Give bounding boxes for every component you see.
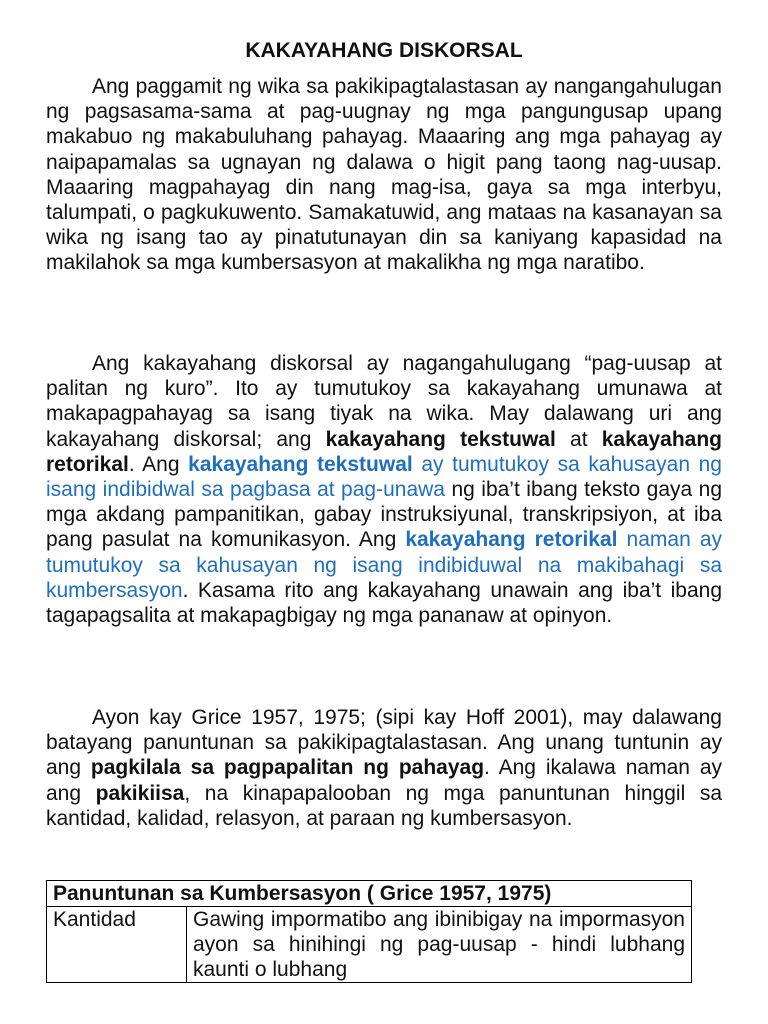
paragraph-2 <box>46 351 722 628</box>
highlight-definition-tekstuwal: ay tumutukoy sa kahusayan ng isang indibidwal sa pagbasa at pag-unawa <box>46 452 722 502</box>
table-row-text: Gawing impormatibo ang ibinibigay na impormasyon ayon sa hinihingi ng pag-uusap - hindi lubhang kaunti o lubhang <box>187 907 692 983</box>
table-header-row <box>47 881 692 907</box>
paragraph-3-text: Ayon kay Grice 1957, 1975; (sipi kay Hoff 2001), may dalawang batayang panuntunan sa pakikipagtalastasan. Ang unang tuntunin ay ang <box>46 706 722 780</box>
term-kakayahang-tekstuwal: kakayahang tekstuwal <box>325 427 556 451</box>
paragraph-1: Ang paggamit ng wika sa pakikipagtalastasan ay nangangahulugan ng pagsasama-sama at pag-uugnay ng mga pangungusap upang makabuo ng makabuluhang pahayag. Maaaring ang mga pahayag ay naipapamalas sa ugnayan ng dalawa o higit pang taong nag-uusap. Maaaring magpahayag din nang mag-isa, gaya sa mga interbyu, talumpati, o pagkukuwento. Samakatuwid, ang mataas na kasanayan sa wika ng isang tao ay pinatutunayan din sa kaniyang kapasidad na makilahok sa mga kumbersasyon at makalikha ng mga naratibo. <box>46 75 722 275</box>
paragraph-2-text: . Ang <box>128 452 189 476</box>
paragraph-2-text: Ang kakayahang diskorsal ay nagangahulugang “pag-uusap at palitan ng kuro”. Ito ay tumutukoy sa kakayahang umunawa at makapagpahayag sa isang tiyak na wika. May dalawang uri ang kakayahang diskorsal; ang <box>46 352 722 451</box>
paragraph-2-text: at <box>555 427 602 451</box>
paragraph-3-text: . Ang ikalawa naman ay ang <box>46 756 722 805</box>
paragraph-2-text: ng iba’t ibang teksto gaya ng mga akdang pampanitikan, gabay instruksiyunal, transkripsiyon, at iba pang pasulat na komunikasyon. Ang <box>46 478 723 552</box>
term-pakikiisa: pakikiisa <box>95 781 185 805</box>
term-kakayahang-retorikal: kakayahang retorikal <box>46 427 722 476</box>
rules-table <box>46 880 692 983</box>
term-pagkilala: pagkilala sa pagpapalitan ng pahayag <box>90 756 485 780</box>
highlight-term-tekstuwal: kakayahang tekstuwal <box>188 452 413 476</box>
highlight-definition-retorikal: naman ay tumutukoy sa kahusayan ng isang indibiduwal na makibahagi sa kumbersasyon <box>46 528 722 602</box>
table-row <box>47 907 692 983</box>
paragraph-3 <box>46 705 722 831</box>
paragraph-2-text: . Kasama rito ang kakayahang unawain ang iba’t ibang tagapagsalita at makapagbigay ng mga pananaw at opinyon. <box>46 578 722 628</box>
table-row-label: Kantidad <box>47 907 187 983</box>
table-header: Panuntunan sa Kumbersasyon ( Grice 1957, 1975) <box>47 881 692 907</box>
highlight-term-retorikal: kakayahang retorikal <box>405 528 618 552</box>
document-title: KAKAYAHANG DISKORSAL <box>245 39 523 62</box>
paragraph-3-text: , na kinapapalooban ng mga panuntunan hinggil sa kantidad, kalidad, relasyon, at paraan ng kumbersasyon. <box>46 781 722 830</box>
